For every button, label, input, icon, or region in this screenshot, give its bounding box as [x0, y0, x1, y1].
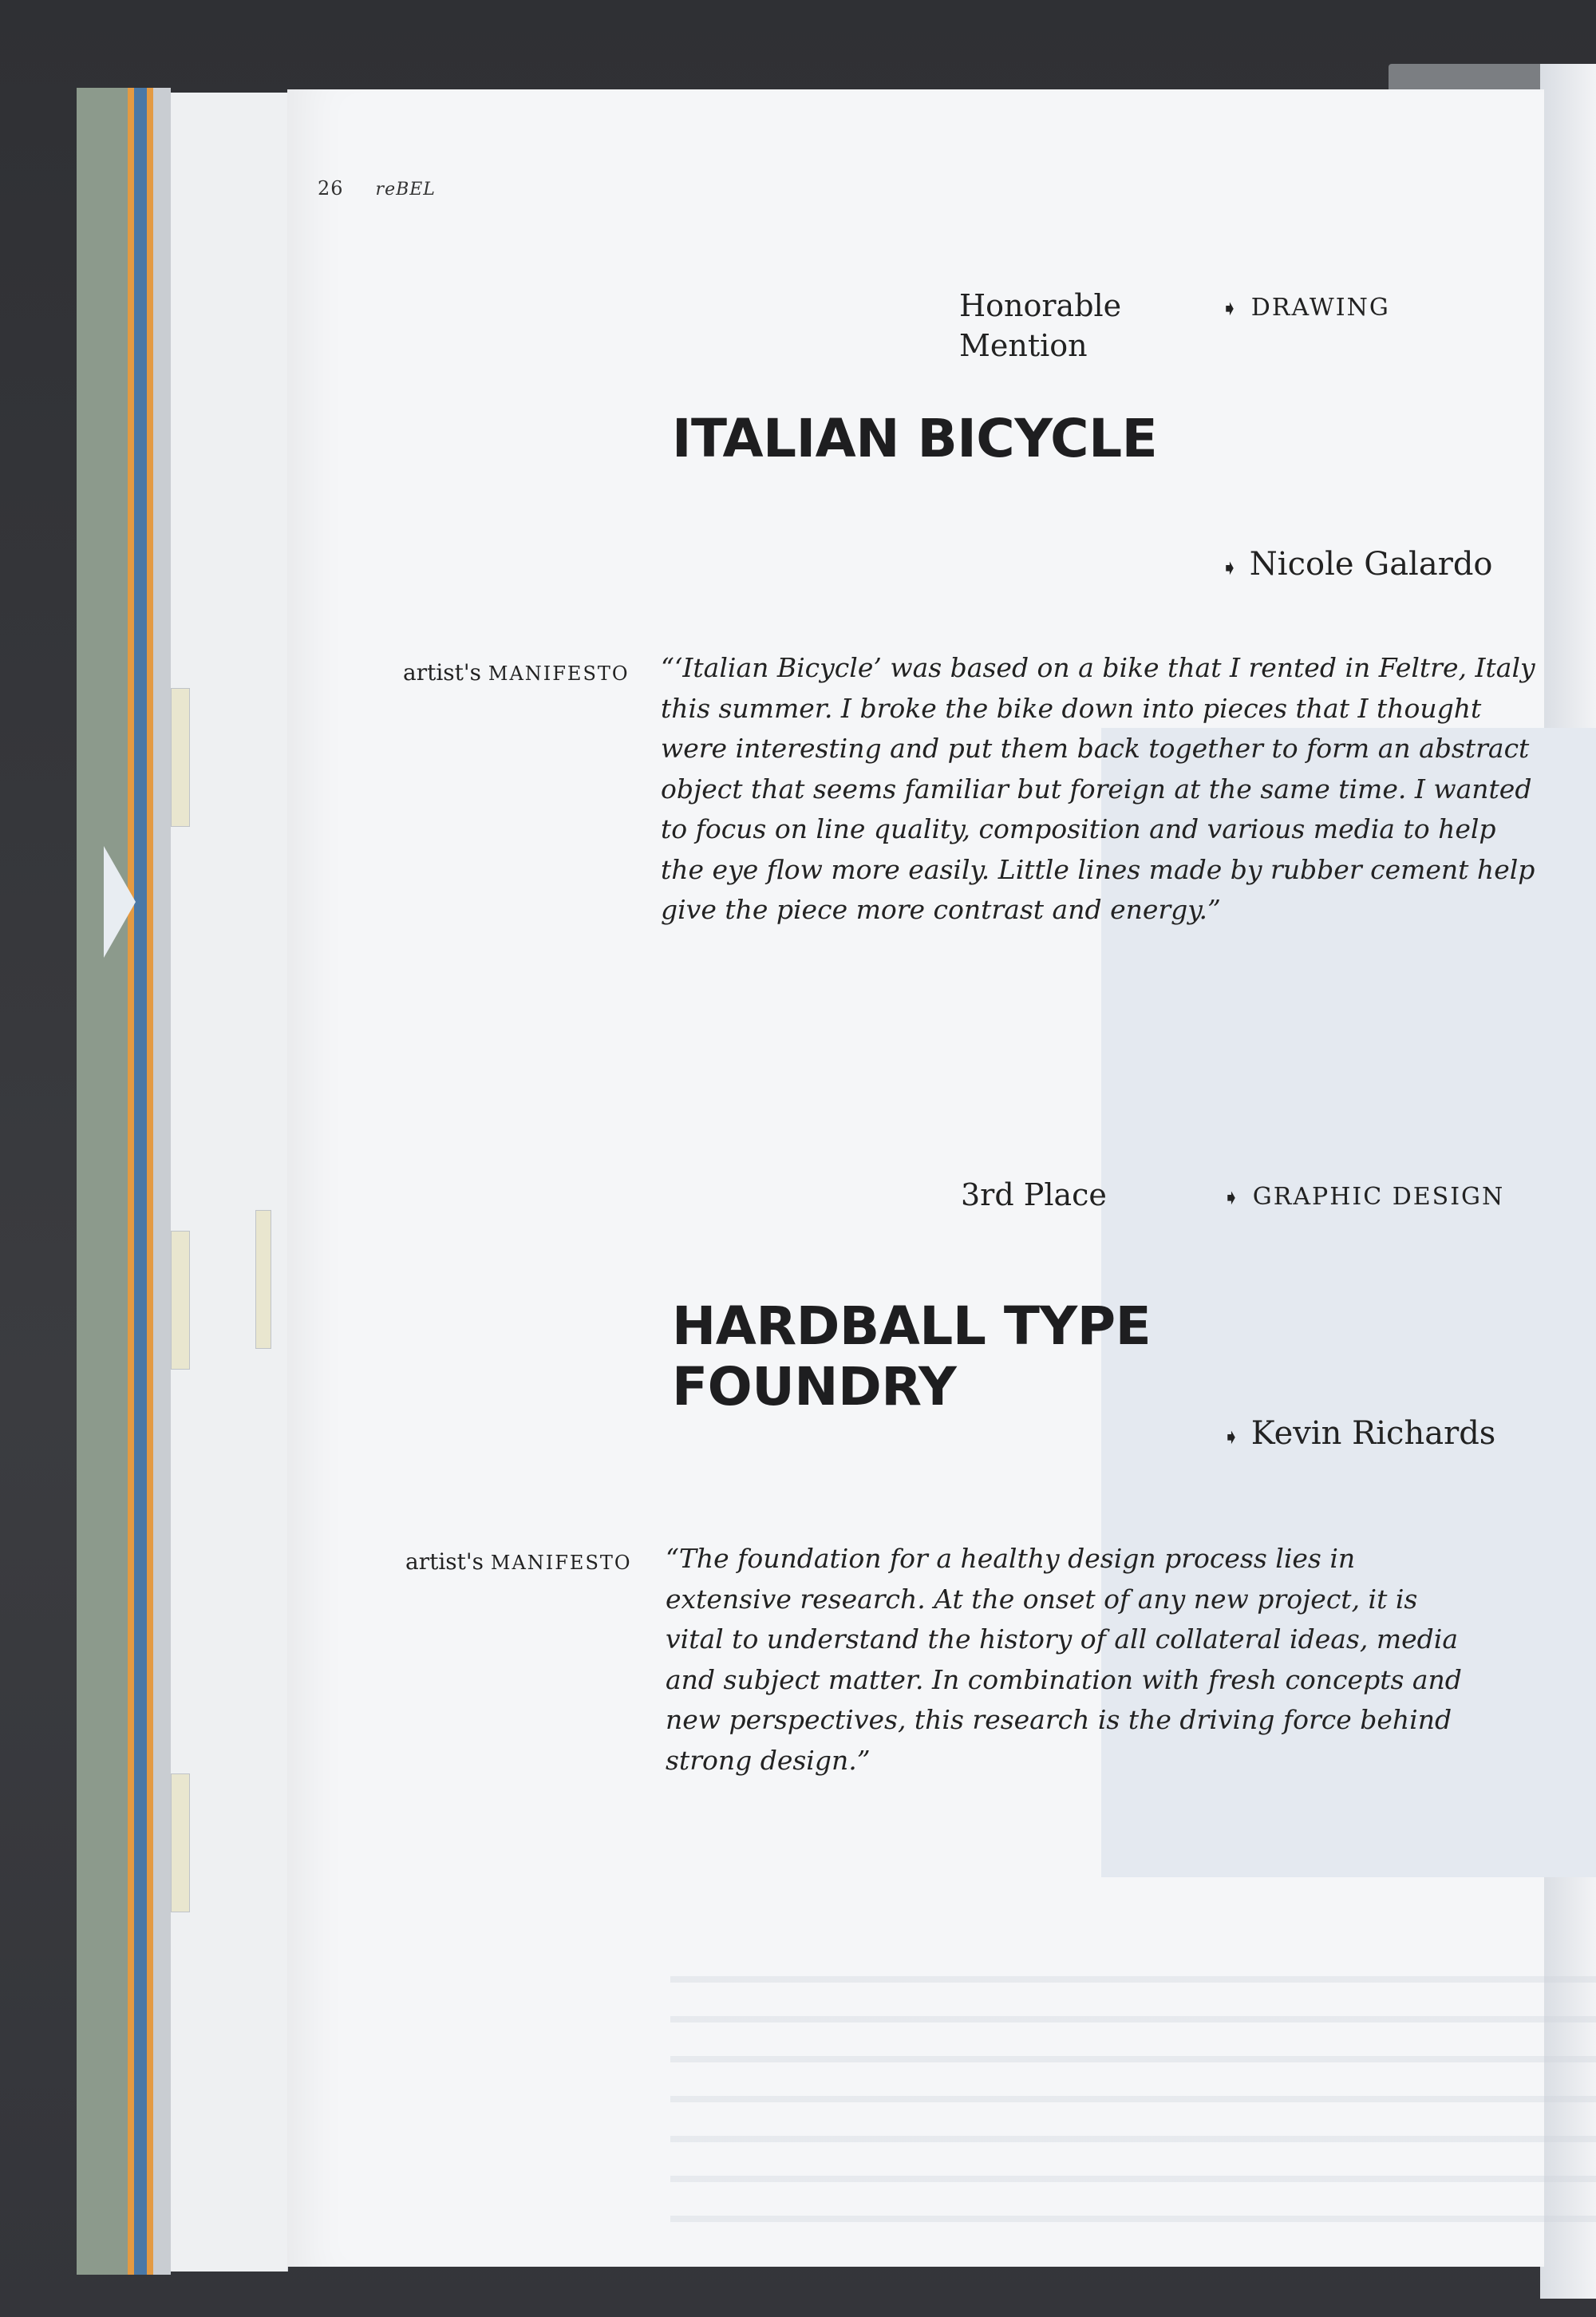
artist-text: Kevin Richards — [1250, 1415, 1496, 1452]
page-edge — [204, 93, 216, 2272]
manifesto-quote: “The foundation for a healthy design process lies in extensive research. At the onset of any new project, it is vital to understand the history of all collateral ideas, media and subject matter. In combination with fresh concepts and new perspectives, this research is the driving force behind strong design.” — [666, 1543, 1462, 1776]
label-caps: MANIFESTO — [488, 662, 630, 685]
manifesto-label — [405, 1548, 632, 1575]
award-label: Honorable Mention — [959, 288, 1122, 363]
artist-name — [1223, 1415, 1495, 1452]
manifesto-quote: “‘Italian Bicycle’ was based on a bike that I rented in Feltre, Italy this summer. I broke the bike down into pieces that I thought were interesting and put them back together to form an abstract object that seems familiar but foreign at the same time. I wanted to focus on line quality, composition and various media to help the eye flow more easily. Little lines made by rubber cement help give the piece more contrast and energy.” — [661, 652, 1535, 925]
page-edge — [271, 93, 288, 2272]
page-edge-stripe — [134, 88, 147, 2275]
award-label: 3rd Place — [961, 1177, 1107, 1212]
index-tab — [255, 1210, 271, 1349]
page-edge — [260, 93, 272, 2272]
entry-title: ITALIAN BICYCLE — [672, 408, 1158, 469]
publication-name: reBEL — [375, 180, 436, 200]
artist-name — [1221, 546, 1493, 583]
page-edge — [238, 93, 250, 2272]
page-number: 26 — [318, 177, 344, 200]
page-edge-stripe — [153, 88, 171, 2275]
page-edge — [249, 93, 261, 2272]
arrow-icon: ➧ — [1221, 556, 1238, 580]
label-caps: MANIFESTO — [490, 1552, 632, 1574]
category-text: DRAWING — [1250, 294, 1390, 322]
book-cover-edge — [77, 88, 128, 2275]
category-label — [1221, 294, 1390, 322]
star-icon — [104, 846, 136, 958]
category-label — [1223, 1183, 1504, 1211]
label-prefix: artist's — [403, 659, 481, 686]
page-edge — [193, 93, 205, 2272]
entry-title: HARDBALL TYPE FOUNDRY — [672, 1295, 1152, 1417]
page-edge-stripe — [128, 88, 134, 2275]
category-text: GRAPHIC DESIGN — [1252, 1183, 1505, 1211]
arrow-icon: ➧ — [1221, 297, 1240, 321]
label-prefix: artist's — [405, 1548, 484, 1575]
page-edge — [171, 93, 183, 2272]
manifesto-label — [403, 659, 630, 686]
page-edge-stripe — [147, 88, 153, 2275]
index-tab — [171, 688, 190, 827]
arrow-icon: ➧ — [1223, 1425, 1240, 1449]
artist-text: Nicole Galardo — [1249, 546, 1493, 583]
index-tab — [171, 1773, 190, 1912]
page-edge — [182, 93, 194, 2272]
index-tab — [171, 1231, 190, 1370]
running-header — [318, 177, 436, 200]
page-edge — [215, 93, 227, 2272]
page-edge — [227, 93, 239, 2272]
show-through-text — [670, 1949, 1596, 2236]
arrow-icon: ➧ — [1223, 1186, 1242, 1210]
